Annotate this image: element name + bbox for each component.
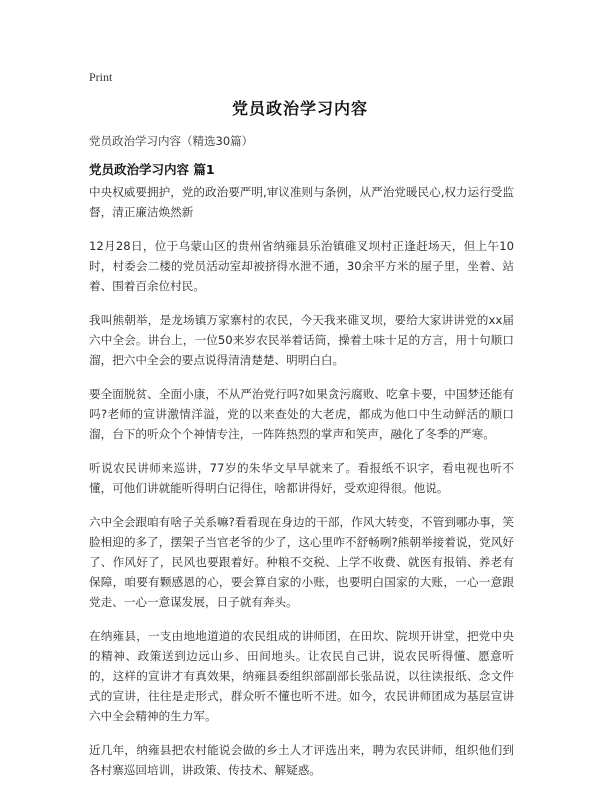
paragraph: 听说农民讲师来巡讲，77岁的朱华文早早就来了。看报纸不识字，看电视也听不懂，可他们讲就能听得明白记得住，啥都讲得好，受欢迎得很。他说。 [89,461,514,495]
paragraph: 近几年，纳雍县把农村能说会做的乡土人才评选出来，聘为农民讲师，组织他们到各村寨巡回培训，讲政策、传技术、解疑惑。 [89,743,514,777]
article-body [89,182,514,794]
paragraph: 在纳雍县，一支由地地道道的农民组成的讲师团，在田坎、院坝开讲堂，把党中央的精神、政策送到边远山乡、田间地头。让农民自己讲，说农民听得懂、愿意听的，这样的宣讲才有真效果，纳雍县委组织部副部长张品说，以往读报纸、念文件式的宣讲，往往是走形式，群众听不懂也听不进。如今，农民讲师团成为基层宣讲六中全会精神的生力军。 [89,629,514,723]
paragraph: 12月28日，位于乌蒙山区的贵州省纳雍县乐治镇碓叉坝村正逢赶场天，但上午10时，村委会二楼的党员活动室却被挤得水泄不通，30余平方米的屋子里，坐着、站着、围着百余位村民。 [89,239,514,293]
paragraph: 六中全会跟咱有啥子关系嘛?看看现在身边的干部，作风大转变，不管到哪办事，笑脸相迎的多了，摆架子当官老爷的少了，这心里咋不舒畅咧?熊朝举接着说，党风好了、作风好了，民风也要跟着好。种粮不交税、上学不收费、就医有报销、养老有保障，咱要有颗感恩的心，要会算自家的小账，也要明白国家的大账，一心一意跟党走、一心一意谋发展，日子就有奔头。 [89,515,514,609]
print-link[interactable]: Print [89,70,113,84]
paragraph: 我叫熊朝举，是龙场镇万家寨村的农民，今天我来碓叉坝，要给大家讲讲党的xx届六中全会。讲台上，一位50来岁农民举着话筒，操着土味十足的方言，用十句顺口溜，把六中全会的要点说得清清楚楚、明明白白。 [89,313,514,367]
paragraph: 要全面脱贫、全面小康，不从严治党行吗?如果贪污腐败、吃拿卡要，中国梦还能有吗?老师的宣讲激情洋溢，党的以来查处的大老虎，都成为他口中生动鲜活的顺口溜，台下的听众个个神情专注，一阵阵热烈的掌声和笑声，融化了冬季的严寒。 [89,387,514,441]
document-subtitle: 党员政治学习内容（精选30篇） [89,134,254,148]
page-title: 党员政治学习内容 [231,99,368,118]
section-heading: 党员政治学习内容 篇1 [89,162,215,177]
paragraph: 中央权威要拥护，党的政治要严明,审议准则与条例，从严治党暖民心,权力运行受监督，清正廉洁焕然新 [89,185,514,219]
